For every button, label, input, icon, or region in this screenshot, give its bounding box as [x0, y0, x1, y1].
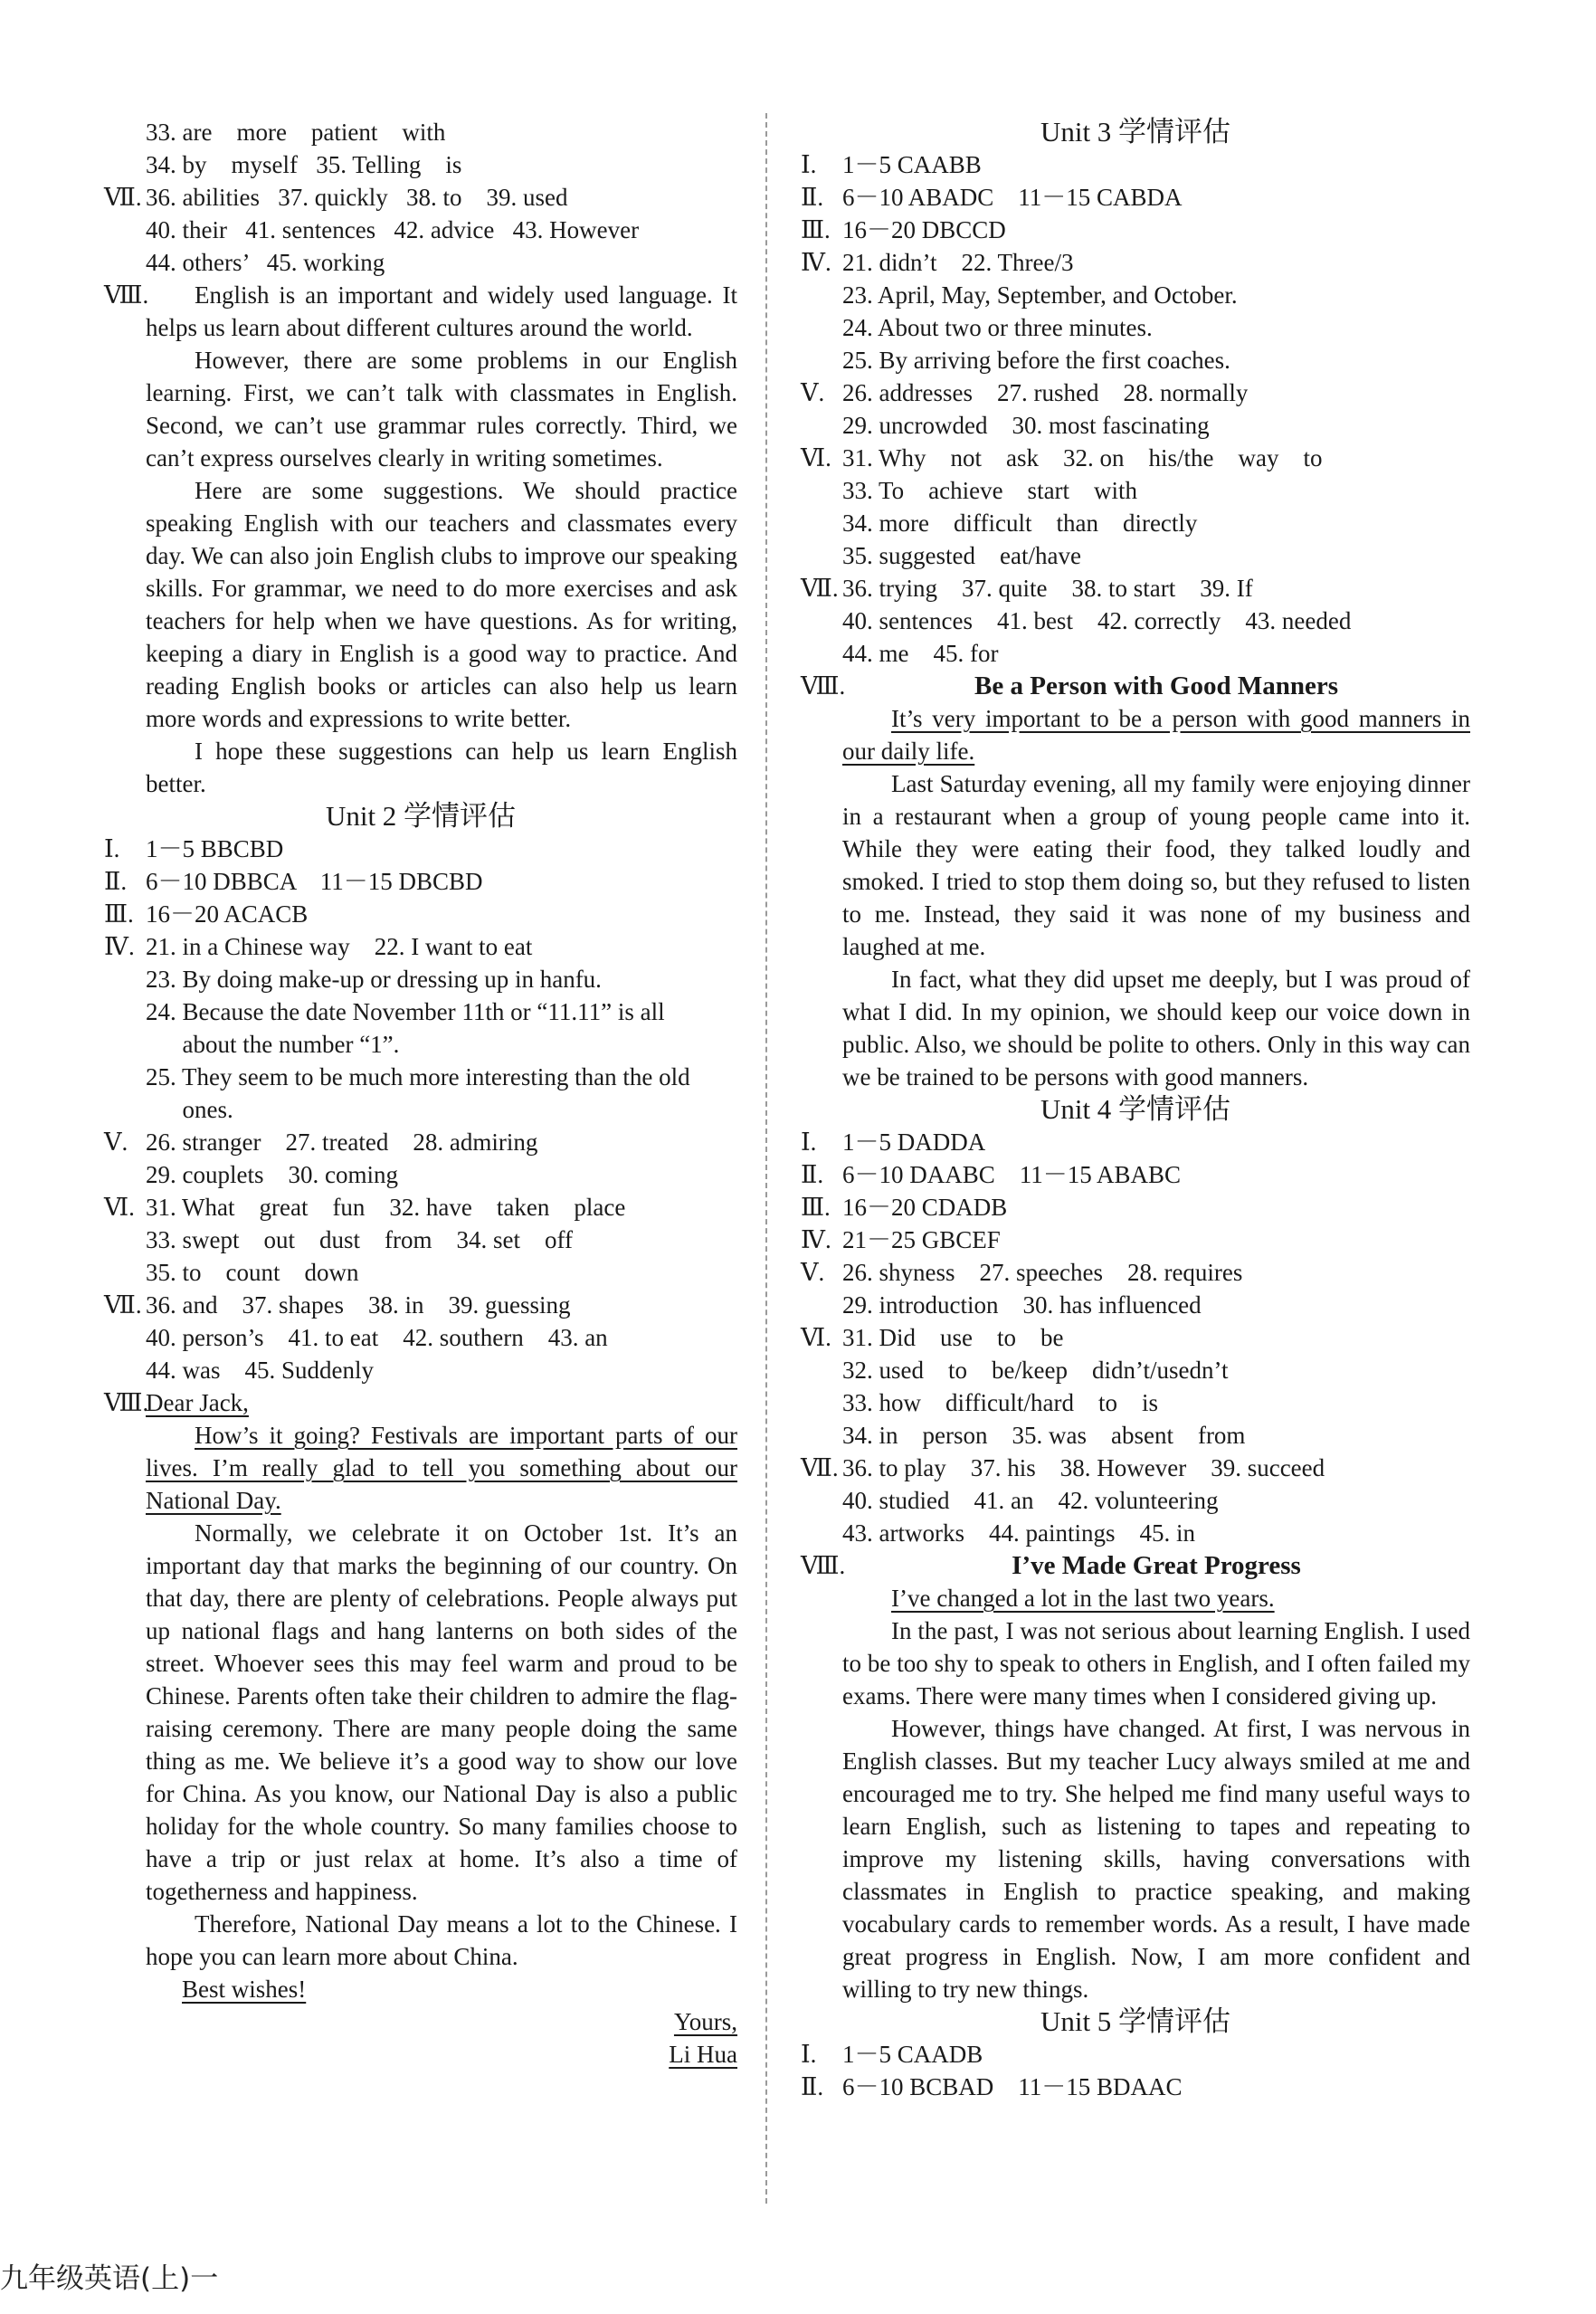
essay-paragraph: I hope these suggestions can help us learn English better. — [146, 738, 737, 797]
section-7: Ⅶ. 36. and 37. shapes 38. in 39. guessing 40. person’s 41. to eat 42. southern 43. an 44. was 45. Suddenly — [104, 1291, 608, 1384]
unit-5-heading: Unit 5 学情评估 — [1040, 2005, 1231, 2037]
left-column — [104, 116, 737, 2071]
section-4: Ⅳ. 21. in a Chinese way 22. I want to eat 23. By doing make-up or dressing up in hanfu. 24. Because the date November 11th or “11.11” is all about the number “1”. 25. They seem to be much more interesting than the old ones. — [104, 933, 690, 1123]
section-1: Ⅰ. 1－5 BBCBD — [104, 835, 284, 862]
unit-3-heading: Unit 3 学情评估 — [1040, 116, 1231, 148]
letter-sign-name: Li Hua — [669, 2041, 737, 2068]
letter-sign-yours: Yours, — [673, 2008, 737, 2035]
letter-opening-underlined: How’s it going? Festivals are important parts of our lives. I’m really glad to tell you something about our National Day. — [146, 1422, 737, 1514]
essay-title: I’ve Made Great Progress — [1012, 1551, 1301, 1580]
essay-topic-sentence: I’ve changed a lot in the last two years. — [891, 1585, 1275, 1612]
section-4: Ⅳ. 21. didn’t 22. Three/3 23. April, May, September, and October. 24. About two or three minutes. 25. By arriving before the first coaches. — [801, 249, 1238, 374]
section-7: Ⅶ. 36. abilities 37. quickly 38. to 39. used 40. their 41. sentences 42. advice 43. However 44. others’ 45. working — [104, 181, 737, 279]
section-2: Ⅱ. 6－10 DBBCA 11－15 DBCBD — [104, 868, 483, 895]
unit1-continuation — [104, 116, 737, 181]
letter-paragraph: Normally, we celebrate it on October 1st. It’s an important day that marks the beginning of our country. On that day, there are plenty of celebrations. People always put up national flags and hang lanterns on both sides of the street. Whoever sees this may feel warm and proud to be Chinese. Parents often take their children to admire the flag-raising ceremony. There are many people doing the same thing as me. We believe it’s a good way to show our love for China. As you know, our National Day is also a public holiday for the whole country. So many families choose to have a trip or just relax at home. It’s also a time of togetherness and happiness. — [146, 1519, 737, 1905]
essay-topic-sentence: It’s very important to be a person with good manners in our daily life. — [842, 705, 1470, 765]
page-footer: 九年级英语(上)一 — [0, 2262, 219, 2295]
section-5: Ⅴ. 26. stranger 27. treated 28. admiring 29. couplets 30. coming — [104, 1128, 538, 1188]
answer-line: 33. are more patient with — [146, 119, 446, 146]
essay-paragraph: Last Saturday evening, all my family were enjoying dinner in a restaurant when a group of young people came into it. While they were eating their food, they talked loudly and smoked. I tried to stop them doing so, but they refused to listen to me. Instead, they said it was none of my business and laughed at me. — [842, 770, 1470, 960]
letter-paragraph: Therefore, National Day means a lot to the Chinese. I hope you can learn more about China. — [146, 1910, 737, 1970]
column-divider — [765, 113, 767, 2204]
section-5: Ⅴ. 26. addresses 27. rushed 28. normally 29. uncrowded 30. most fascinating — [801, 379, 1249, 439]
essay-paragraph: However, there are some problems in our English learning. First, we can’t talk with classmates in English. Second, we can’t use grammar rules correctly. Third, we can’t express ourselves clearly in writing sometimes. — [146, 347, 737, 471]
essay-paragraph: In the past, I was not serious about learning English. I used to be too shy to speak to others in English, and I often failed my exams. There were many times when I considered giving up. — [842, 1617, 1470, 1709]
section-8-letter: Ⅷ. Dear Jack, — [104, 1386, 737, 1419]
answer-line: 44. others’ 45. working — [146, 249, 385, 276]
essay-paragraph: In fact, what they did upset me deeply, but I was proud of what I did. In my opinion, we should keep our voice down in public. Also, we should be polite to others. Only in this way can we be trained to be persons with good manners. — [842, 966, 1470, 1090]
essay-paragraph: However, things have changed. At first, I was nervous in English classes. But my teacher Lucy always smiled at me and encouraged me to try. She helped me find many useful ways to learn English, such as listening to tapes and repeating to improve my listening skills, having conversations with classmates in English to practice speaking, and making vocabulary cards to remember words. As a result, I have made great progress in English. Now, I am more confident and willing to try new things. — [842, 1715, 1470, 2003]
essay-paragraph: Here are some suggestions. We should practice speaking English with our teachers and classmates every day. We can also join English clubs to improve our speaking skills. For grammar, we need to do more exercises and ask teachers for help when we have questions. As for writing, keeping a diary in English is a good way to practice. And reading English books or articles can also help us learn more words and expressions to write better. — [146, 477, 737, 732]
answer-line: 36. abilities 37. quickly 38. to 39. used — [146, 184, 568, 211]
right-column: Unit 3 学情评估 Ⅰ. 1－5 CAABB Ⅱ. 6－10 ABADC 11－15 CABDA Ⅲ. 16－20 DBCCD Ⅳ. 21. didn’t 22. Three/3 23. April, May, September, and October. 24. About two or three minutes. 25. By arriving before the first coaches. Ⅴ. 26. addresses 27. rushed 28. normally 29. uncrowded 30. most fascinating Ⅵ. 31. Why not ask 32. on his/the way to 33. To achieve start with 34. more difficult than directly 35. suggested eat/have Ⅶ. 36. trying 37. quite 38. to start 39. If 40. sentences 41. best 42. correctly 43. needed 44. me 45. for Ⅷ. Be a Person with Good Manners It’s very important to be a person with good manners in our daily life. Last Saturday evening, all my family were enjoying dinner in a restaurant when a group of young people came into it. While they were eating their food, they talked loudly and smoked. I tried to stop them doing so, but they refused to listen to me. Instead, they said it was none of my business and laughed at me. In fact, what they did upset me deeply, but I was proud of what I did. In my opinion, we should keep our voice down in public. Also, we should be polite to others. Only in this way can we be trained to be persons with good manners. Unit 4 学情评估 Ⅰ. 1－5 DADDA Ⅱ. 6－10 DAABC 11－15 ABABC Ⅲ. 16－20 CDADB Ⅳ. 21－25 GBCEF Ⅴ. 26. shyness 27. speeches 28. requires 29. introduction 30. has influenced Ⅵ. 31. Did use to be 32. used to be/keep didn’t/usedn’t 33. how difficult/hard to is 34. in person 35. was absent from Ⅶ. 36. to play 37. his 38. However 39. succeed 40. studied 41. an 42. volunteering 43. artworks 44. paintings 45. in Ⅷ. I’ve Made Great Progress I’ve changed a lot in the last two years. In the past, I was not serious about learning English. I used to be too shy to speak to others in English, and I often failed my exams. There were many times when I considered giving up. However, things have changed. At first, I was nervous in English classes. But my teacher Lucy always smiled at me and encouraged me to try. She helped me find many useful ways to learn English, such as listening to tapes and repeating to improve my listening skills, having conversations with classmates in English to practice speaking, and making vocabulary cards to remember words. As a result, I have made great progress in English. Now, I am more confident and willing to try new things. Unit 5 学情评估 Ⅰ. 1－5 CAADB Ⅱ. 6－10 BCBAD 11－15 BDAAC — [801, 116, 1470, 2100]
section-8-essay: Ⅷ. Be a Person with Good Manners — [801, 670, 1470, 702]
answer-line: 34. by myself 35. Telling is — [146, 151, 462, 178]
essay-paragraph: English is an important and widely used language. It helps us learn about different cultures around the world. — [146, 281, 737, 341]
letter-closing: Best wishes! — [182, 1976, 307, 2003]
essay-title: Be a Person with Good Manners — [974, 671, 1338, 700]
section-6: Ⅵ. 31. What great fun 32. have taken place 33. swept out dust from 34. set off 35. to count down — [104, 1194, 626, 1286]
unit-2-heading: Unit 2 学情评估 — [325, 800, 517, 832]
section-6: Ⅵ. 31. Why not ask 32. on his/the way to 33. To achieve start with 34. more difficult than directly 35. suggested eat/have — [801, 444, 1323, 569]
section-3: Ⅲ. 16－20 ACACB — [104, 900, 309, 928]
letter-greeting: Dear Jack, — [146, 1389, 249, 1416]
section-8-essay: Ⅷ. English is an important and widely used language. It helps us learn about different cultures around the world. — [104, 279, 737, 344]
section-7: Ⅶ. 36. trying 37. quite 38. to start 39. If 40. sentences 41. best 42. correctly 43. needed 44. me 45. for — [801, 575, 1352, 667]
unit-4-heading: Unit 4 学情评估 — [1040, 1093, 1231, 1125]
answer-line: 40. their 41. sentences 42. advice 43. However — [146, 216, 640, 243]
